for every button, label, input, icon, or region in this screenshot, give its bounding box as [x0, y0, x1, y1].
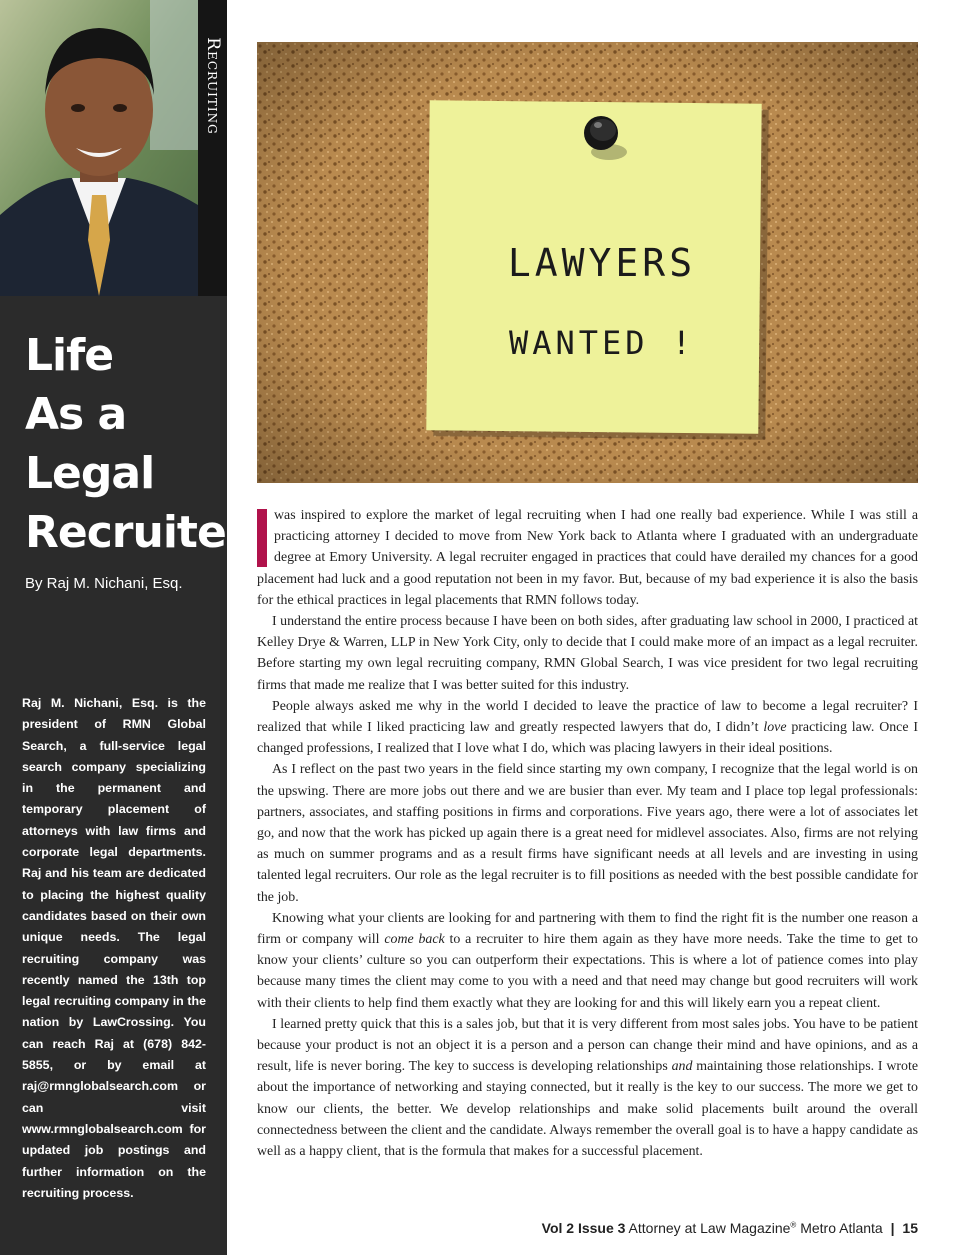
- edition-label: Metro Atlanta: [800, 1220, 883, 1236]
- paragraph: was inspired to explore the market of legal recruiting when I had one really bad experience. While I was still a practicing attorney I decided to move from New York back to Atlanta where I graduated with an undergraduate degree at Emory University. A legal recruiter engaged in practices that could have derailed my chances for a good placement had luck and a good reputation not been in my favor. But, because of my bad experience it is also the basis for the ethical practices in legal placements that RMN follows today.: [257, 508, 918, 608]
- magazine-name: Attorney at Law Magazine: [628, 1220, 791, 1236]
- drop-cap-bar: [257, 509, 267, 567]
- title-line: Life: [25, 330, 114, 381]
- author-portrait: [0, 0, 198, 296]
- title-line: As a: [25, 389, 127, 440]
- title-line: Recruiter: [25, 507, 247, 558]
- note-line-2: WANTED !: [508, 324, 696, 362]
- section-label: Recruiting: [203, 37, 223, 135]
- cork-board-photo: [257, 42, 918, 483]
- article-body: [257, 505, 918, 1162]
- article-title: [25, 326, 247, 562]
- paragraph: Knowing what your clients are looking for and partnering with them to find the right fit is the number one reason a firm or company will come back to a recruiter to hire them again as they have more needs. Take the time to get to know your clients’ culture so you can outperform their expectations. This is where a lot of patience comes into play because many times the client may come to you with a need and that need may change but good recruiters will work with their clients to help find them exactly what they are looking for and this will likely earn you a repeat client.: [257, 910, 918, 1011]
- note-line-1: LAWYERS: [507, 241, 697, 285]
- page-footer: [542, 1220, 918, 1236]
- issue-label: Vol 2 Issue 3: [541, 1220, 626, 1236]
- byline: By Raj M. Nichani, Esq.: [25, 575, 183, 592]
- paragraph: As I reflect on the past two years in the field since starting my own company, I recognize that the legal world is on the upswing. There are more jobs out there and we are busier than ever. My team and I place top legal professionals: partners, associates, and staffing positions in firms and corporations. Five years ago, there were a lot of associates let go, and now that the work has picked up again there is a great need for midlevel associates. Also, firms are not relying as much on summer programs and as a result firms have significant needs at all levels and are investing in using talented legal recruiters. Our role as the legal recruiter is to fill positions as needed with the best possible candidate for the job.: [257, 762, 918, 905]
- page-number: 15: [902, 1220, 918, 1236]
- paragraph: People always asked me why in the world I decided to leave the practice of law to become a legal recruiter? I realized that while I liked practicing law and greatly respected lawyers that do, I didn’t love practicing law. Once I changed professions, I realized that I love what I do, which was placing lawyers in their ideal positions.: [257, 698, 918, 757]
- title-line: Legal: [25, 448, 155, 499]
- registered-mark: ®: [790, 1220, 797, 1230]
- author-bio: Raj M. Nichani, Esq. is the president of RMN Global Search, a full-service legal search company specializing in the permanent and temporary placement of attorneys with law firms and corporate legal departments. Raj and his team are dedicated to placing the highest quality candidates based on their own unique needs. The legal recruiting company was recently named the 13th top legal recruiting company in the nation by LawCrossing. You can reach Raj at (678) 842-5855, or by email at raj@rmnglobalsearch.com or can visit www.rmnglobalsearch.com for updated job postings and further information on the recruiting process.: [22, 696, 206, 1200]
- footer-separator: |: [890, 1220, 895, 1236]
- paragraph: I understand the entire process because I have been on both sides, after graduating law school in 2000, I practiced at Kelley Drye & Warren, LLP in New York City, only to decide that I could make more of an impact as a legal recruiter. Before starting my own legal recruiting company, RMN Global Search, I was vice president for two legal recruiting firms that made me realize that I was better suited for this industry.: [257, 614, 918, 693]
- paragraph: I learned pretty quick that this is a sales job, but that it is very different from most sales jobs. You have to be patient because your product is not an object it is a person and a person can change their mind and have opinions, and as a result, life is never boring. The key to success is developing relationships and maintaining those relationships. I wrote about the importance of networking and staying connected, but it really is the key to our success. The more we get to know our clients, the better. We develop relationships and make solid placements built around the overall connectedness between the client and the candidate. Always remember the overall goal is to have a happy candidate as well as a happy client, that is the formula that makes for a successful placement.: [257, 1016, 919, 1160]
